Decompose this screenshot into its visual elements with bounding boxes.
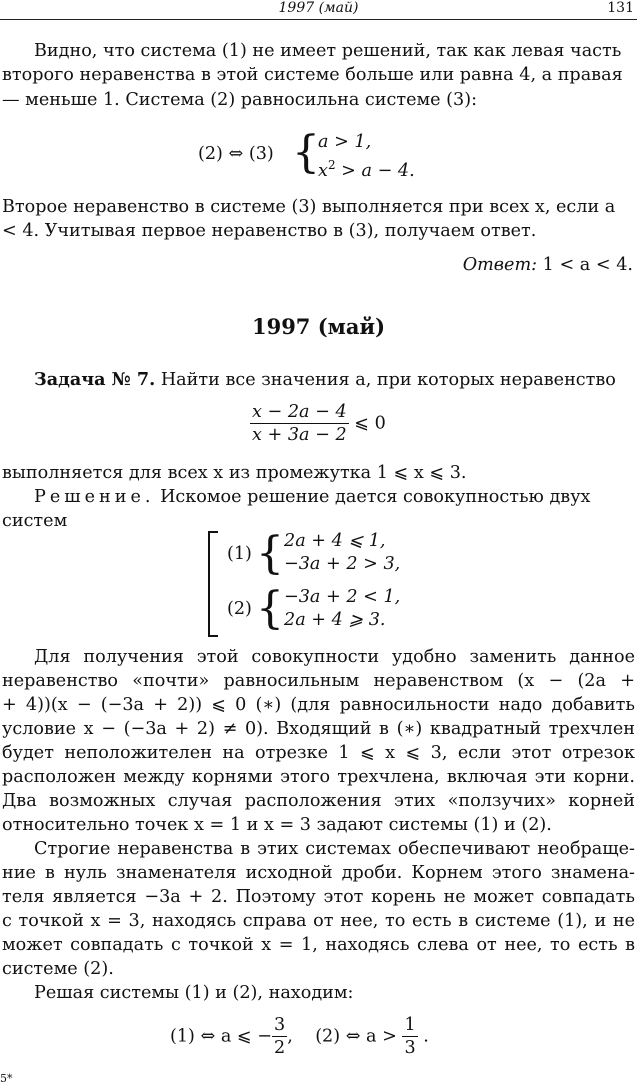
equation-system-3-label: (2) ⇔ (3) — [198, 144, 274, 164]
paragraph-strict-line-3: теля является −3a + 2. Поэтому этот корень не может совпадать — [2, 887, 635, 907]
system-1-line-2: −3a + 2 > 3, — [284, 554, 401, 574]
equation-system-3-line-2: $x^2 > a - 4$. — [318, 158, 415, 181]
paragraph-derivation-line-6: расположен между корнями этого трехчлена, включая эти корни. — [2, 767, 635, 787]
running-header — [0, 0, 637, 20]
final-result: (1) ⇔ a ⩽ − $\frac{3}{2}$ , (2) ⇔ a > $\frac{1}{3}$ . — [170, 1015, 429, 1058]
answer-line — [463, 253, 633, 277]
paragraph-strict-line-2: ние в нуль знаменателя исходной дроби. Корнем этого знамена- — [2, 863, 635, 883]
paragraph-strict-line-5: может совпадать с точкой x = 1, находясь слева от нее, то есть в — [2, 935, 635, 955]
paragraph-derivation-line-4: условие x − (−3a + 2) ≠ 0). Входящий в (∗) квадратный трехчлен — [2, 719, 635, 739]
system-2-line-2: 2a + 4 ⩾ 3. — [284, 610, 386, 630]
running-header-title: 1997 (май) — [278, 0, 359, 16]
paragraph-derivation-line-5: будет неположителен на отрезке 1 ⩽ x ⩽ 3, если этот отрезок — [2, 743, 635, 763]
main-fraction — [250, 401, 349, 446]
system-1-label: (1) — [227, 544, 252, 564]
fraction-one-third: $\frac{1}{3}$ — [404, 1015, 416, 1058]
section-heading: 1997 (май) — [251, 314, 386, 339]
fraction-numerator: x − 2a − 4 — [252, 402, 347, 422]
paragraph-strict-line-1: Строгие неравенства в этих системах обеспечивают необраще- — [34, 839, 635, 859]
system-2-label: (2) — [227, 599, 252, 619]
system-2-line-1: −3a + 2 < 1, — [284, 587, 401, 607]
brace-system-2: { — [256, 583, 284, 634]
problem-statement — [2, 368, 635, 392]
paragraph-strict-line-4: с точкой x = 3, находясь справа от нее, то есть в системе (1), и не — [2, 911, 635, 931]
result-system-1: (1) ⇔ a ⩽ − — [170, 1026, 273, 1047]
main-inequality — [250, 401, 386, 446]
solution-intro — [2, 485, 635, 534]
signature-mark: 5* — [0, 1072, 13, 1085]
paragraph-strict-line-6: системе (2). — [2, 959, 114, 979]
brace-system-3: { — [292, 127, 320, 178]
paragraph-derivation-line-7: Два возможных случая расположения этих «ползучих» корней — [2, 791, 635, 811]
paragraph-interval: выполняется для всех x из промежутка 1 ⩽ x ⩽ 3. — [2, 463, 467, 483]
fraction-three-halves: $\frac{3}{2}$ — [274, 1015, 286, 1058]
brace-system-1: { — [256, 528, 284, 579]
answer-label: Ответ: — [462, 255, 538, 275]
result-system-2: (2) ⇔ a > — [315, 1026, 397, 1047]
answer-value: 1 < a < 4. — [542, 255, 633, 275]
paragraph-derivation-line-2: неравенство «почти» равносильным неравенством (x − (2a + — [2, 671, 635, 691]
fraction-denominator: x + 3a − 2 — [252, 425, 347, 445]
inequality-relation: ⩽ 0 — [354, 413, 386, 434]
paragraph-derivation-line-3: + 4))(x − (−3a + 2)) ⩽ 0 (∗) (для равносильности надо добавить — [2, 695, 635, 715]
paragraph-solving: Решая системы (1) и (2), находим: — [34, 983, 354, 1003]
page-number: 131 — [607, 0, 634, 16]
paragraph-second-inequality: Второе неравенство в системе (3) выполняется при всех x, если a < 4. Учитывая первое неравенство в (3), получаем ответ. — [2, 197, 616, 242]
problem-label: Задача № 7. — [34, 369, 156, 390]
problem-text: Найти все значения a, при которых неравенство — [160, 370, 616, 390]
solution-text: Искомое решение дается совокупностью двух систем — [2, 487, 591, 532]
equation-system-3-line-1: a > 1, — [318, 132, 372, 152]
system-1-line-1: 2a + 4 ⩽ 1, — [284, 531, 386, 551]
paragraph-derivation-line-1: Для получения этой совокупности удобно заменить данное — [34, 647, 635, 667]
solution-label: Решение. — [34, 487, 155, 507]
paragraph-derivation-line-8: относительно точек x = 1 и x = 3 задают системы (1) и (2). — [2, 815, 552, 835]
paragraph-intro: Видно, что система (1) не имеет решений, так как левая часть второго неравенства в этой системе больше или равна 4, а правая — меньше 1. Система (2) равносильна системе (3): — [2, 41, 623, 110]
square-bracket-collection — [208, 531, 218, 637]
